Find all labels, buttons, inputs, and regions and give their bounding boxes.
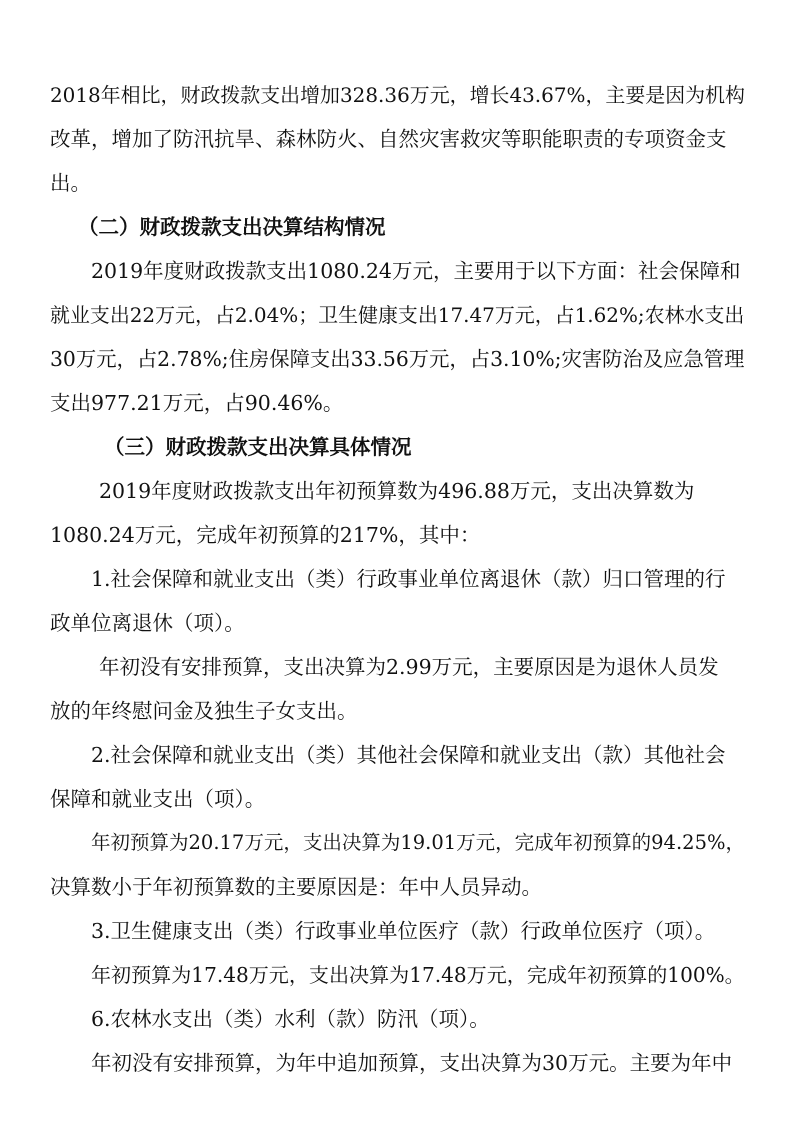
- paragraph-line: 改革，增加了防汛抗旱、森林防火、自然灾害救灾等职能职责的专项资金支: [50, 127, 727, 151]
- paragraph-line: 2019年度财政拨款支出年初预算数为496.88万元，支出决算数为: [99, 479, 695, 503]
- paragraph-line: 6.农林水支出（类）水利（款）防汛（项）。: [91, 1007, 490, 1031]
- paragraph-line: 支出977.21万元，占90.46%。: [50, 391, 344, 415]
- paragraph-line: 1080.24万元，完成年初预算的217%，其中：: [50, 523, 481, 547]
- paragraph-line: 年初没有安排预算，支出决算为2.99万元，主要原因是为退休人员发: [99, 655, 719, 679]
- paragraph-line: 年初预算为17.48万元，支出决算为17.48万元，完成年初预算的100%。: [91, 963, 745, 987]
- paragraph-line: 2019年度财政拨款支出1080.24万元，主要用于以下方面：社会保障和: [91, 259, 741, 283]
- paragraph-line: 政单位离退休（项）。: [50, 611, 245, 635]
- paragraph-line: 决算数小于年初预算数的主要原因是：年中人员异动。: [50, 875, 542, 899]
- paragraph-line: 1.社会保障和就业支出（类）行政事业单位离退休（款）归口管理的行: [91, 567, 726, 591]
- paragraph-line: 年初没有安排预算，为年中追加预算，支出决算为30万元。主要为年中: [91, 1051, 733, 1075]
- paragraph-line: 年初预算为20.17万元，支出决算为19.01万元，完成年初预算的94.25%，: [91, 831, 746, 854]
- paragraph-line: 保障和就业支出（项）。: [50, 787, 266, 811]
- paragraph-line: 就业支出22万元，占2.04%；卫生健康支出17.47万元，占1.62%;农林水支出: [50, 303, 745, 327]
- paragraph-line: 30万元，占2.78%;住房保障支出33.56万元，占3.10%;灾害防治及应急管理: [50, 347, 745, 371]
- paragraph-line: 放的年终慰问金及独生子女支出。: [50, 699, 358, 723]
- paragraph-line: 3.卫生健康支出（类）行政事业单位医疗（款）行政单位医疗（项）。: [91, 919, 716, 943]
- paragraph-line: 出。: [50, 171, 91, 195]
- paragraph-line: 2.社会保障和就业支出（类）其他社会保障和就业支出（款）其他社会: [91, 743, 726, 767]
- section-heading: （二）财政拨款支出决算结构情况: [78, 215, 386, 239]
- section-heading: （三）财政拨款支出决算具体情况: [104, 435, 412, 459]
- paragraph-line: 2018年相比，财政拨款支出增加328.36万元，增长43.67%，主要是因为机构: [50, 83, 745, 107]
